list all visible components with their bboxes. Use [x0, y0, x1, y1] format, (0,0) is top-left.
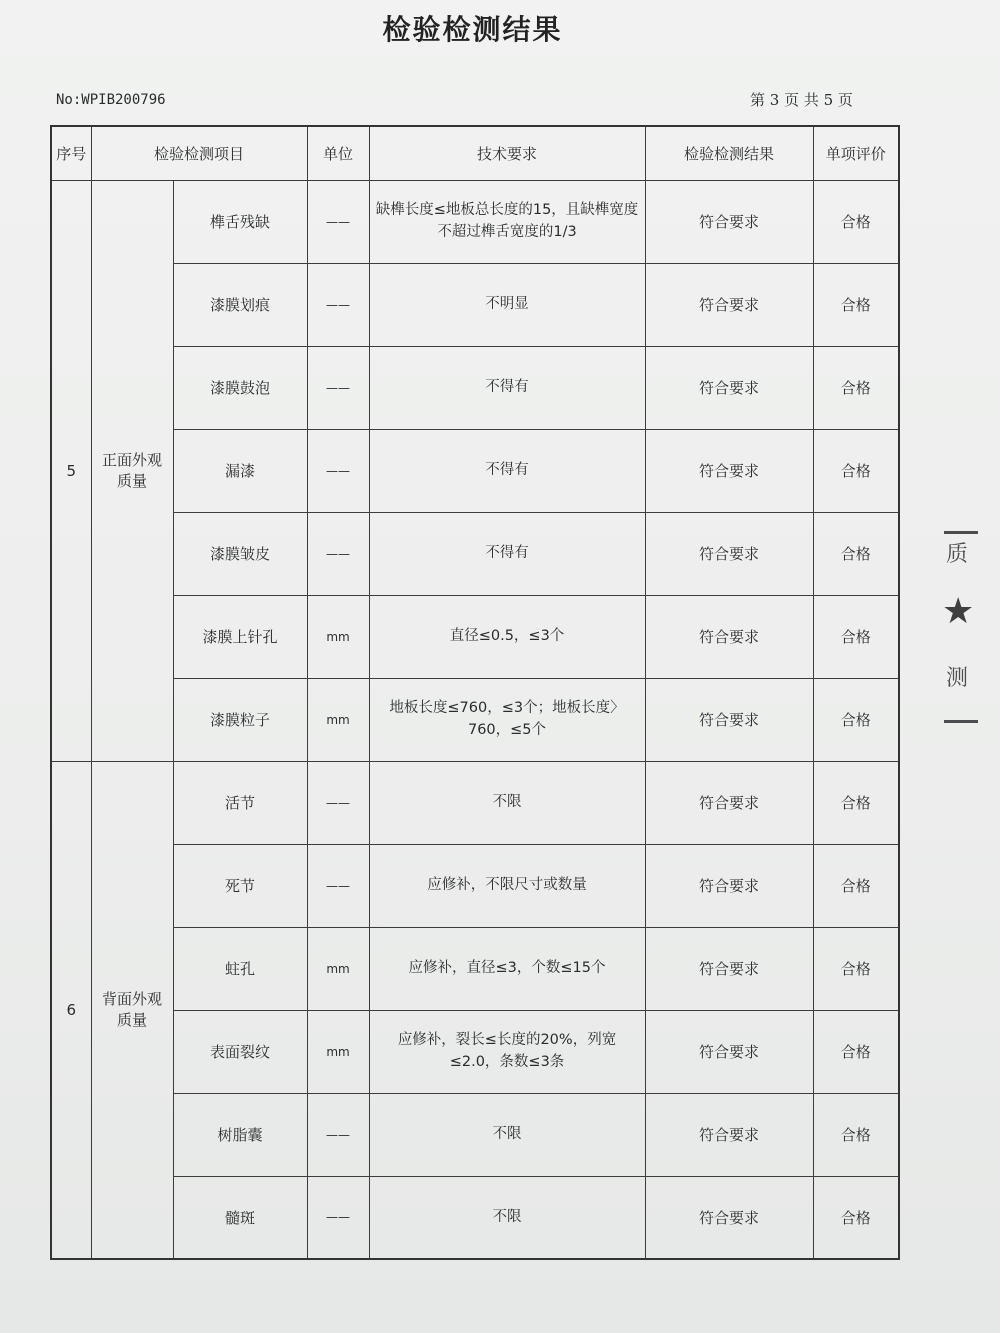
- table-row: [51, 844, 899, 927]
- evaluation-cell: 合格: [813, 761, 899, 844]
- unit-cell: ——: [307, 1176, 369, 1259]
- evaluation-cell: 合格: [813, 512, 899, 595]
- unit-cell: ——: [307, 1093, 369, 1176]
- unit-cell: ——: [307, 346, 369, 429]
- item-name: 漆膜粒子: [173, 678, 307, 761]
- item-name: 漏漆: [173, 429, 307, 512]
- table-body: [51, 180, 899, 1259]
- item-name: 表面裂纹: [173, 1010, 307, 1093]
- evaluation-cell: 合格: [813, 678, 899, 761]
- item-name: 漆膜皱皮: [173, 512, 307, 595]
- group-seq: 6: [51, 761, 91, 1259]
- requirement-cell: 直径≤0.5，≤3个: [369, 595, 645, 678]
- seal-bar: [944, 720, 978, 723]
- requirement-cell: 不限: [369, 1093, 645, 1176]
- unit-cell: ——: [307, 263, 369, 346]
- result-cell: 符合要求: [645, 429, 813, 512]
- result-cell: 符合要求: [645, 761, 813, 844]
- table-row: [51, 1176, 899, 1259]
- item-name: 髓斑: [173, 1176, 307, 1259]
- evaluation-cell: 合格: [813, 346, 899, 429]
- table-row: [51, 180, 899, 263]
- evaluation-cell: 合格: [813, 429, 899, 512]
- requirement-cell: 应修补，裂长≤长度的20%，列宽≤2.0，条数≤3条: [369, 1010, 645, 1093]
- header-seq: 序号: [51, 126, 91, 180]
- requirement-cell: 应修补，不限尺寸或数量: [369, 844, 645, 927]
- table-row: [51, 761, 899, 844]
- item-name: 漆膜划痕: [173, 263, 307, 346]
- unit-cell: mm: [307, 927, 369, 1010]
- result-cell: 符合要求: [645, 927, 813, 1010]
- evaluation-cell: 合格: [813, 595, 899, 678]
- header-result: 检验检测结果: [645, 126, 813, 180]
- inspection-seal: [940, 525, 978, 725]
- requirement-cell: 应修补，直径≤3，个数≤15个: [369, 927, 645, 1010]
- requirement-cell: 不得有: [369, 346, 645, 429]
- unit-cell: mm: [307, 678, 369, 761]
- table-row: [51, 263, 899, 346]
- evaluation-cell: 合格: [813, 263, 899, 346]
- requirement-cell: 不限: [369, 761, 645, 844]
- unit-cell: mm: [307, 1010, 369, 1093]
- requirement-cell: 不明显: [369, 263, 645, 346]
- table-row: [51, 346, 899, 429]
- requirement-cell: 不限: [369, 1176, 645, 1259]
- result-cell: 符合要求: [645, 263, 813, 346]
- header-evaluation: 单项评价: [813, 126, 899, 180]
- result-cell: 符合要求: [645, 346, 813, 429]
- star-icon: ★: [942, 591, 975, 632]
- table-row: [51, 595, 899, 678]
- results-table: [50, 125, 900, 1260]
- result-cell: 符合要求: [645, 512, 813, 595]
- result-cell: 符合要求: [645, 1010, 813, 1093]
- result-cell: 符合要求: [645, 595, 813, 678]
- seal-char: 测: [946, 666, 969, 691]
- item-name: 树脂囊: [173, 1093, 307, 1176]
- group-name: 正面外观 质量: [91, 180, 173, 761]
- item-name: 漆膜上针孔: [173, 595, 307, 678]
- unit-cell: ——: [307, 180, 369, 263]
- table-row: [51, 1010, 899, 1093]
- header-item: 检验检测项目: [91, 126, 307, 180]
- evaluation-cell: 合格: [813, 1176, 899, 1259]
- item-name: 活节: [173, 761, 307, 844]
- group-seq: 5: [51, 180, 91, 761]
- requirement-cell: 不得有: [369, 512, 645, 595]
- unit-cell: ——: [307, 512, 369, 595]
- table-header-row: [51, 126, 899, 180]
- page-indicator: 第 3 页 共 5 页: [750, 91, 853, 109]
- result-cell: 符合要求: [645, 678, 813, 761]
- table-row: [51, 678, 899, 761]
- result-cell: 符合要求: [645, 1093, 813, 1176]
- evaluation-cell: 合格: [813, 1093, 899, 1176]
- table-row: [51, 429, 899, 512]
- requirement-cell: 不得有: [369, 429, 645, 512]
- item-name: 榫舌残缺: [173, 180, 307, 263]
- page-title: 检验检测结果: [382, 13, 563, 46]
- seal-char: 质: [946, 542, 969, 567]
- requirement-cell: 地板长度≤760，≤3个；地板长度〉760，≤5个: [369, 678, 645, 761]
- evaluation-cell: 合格: [813, 844, 899, 927]
- item-name: 漆膜鼓泡: [173, 346, 307, 429]
- table-row: [51, 927, 899, 1010]
- item-name: 蛀孔: [173, 927, 307, 1010]
- seal-bar: [944, 531, 978, 534]
- unit-cell: ——: [307, 844, 369, 927]
- table-row: [51, 1093, 899, 1176]
- header-unit: 单位: [307, 126, 369, 180]
- evaluation-cell: 合格: [813, 927, 899, 1010]
- table-row: [51, 512, 899, 595]
- result-cell: 符合要求: [645, 180, 813, 263]
- group-name: 背面外观 质量: [91, 761, 173, 1259]
- report-number: No:WPIB200796: [56, 92, 166, 108]
- unit-cell: mm: [307, 595, 369, 678]
- item-name: 死节: [173, 844, 307, 927]
- requirement-cell: 缺榫长度≤地板总长度的15，且缺榫宽度不超过榫舌宽度的1/3: [369, 180, 645, 263]
- unit-cell: ——: [307, 761, 369, 844]
- evaluation-cell: 合格: [813, 1010, 899, 1093]
- unit-cell: ——: [307, 429, 369, 512]
- result-cell: 符合要求: [645, 1176, 813, 1259]
- result-cell: 符合要求: [645, 844, 813, 927]
- evaluation-cell: 合格: [813, 180, 899, 263]
- header-requirement: 技术要求: [369, 126, 645, 180]
